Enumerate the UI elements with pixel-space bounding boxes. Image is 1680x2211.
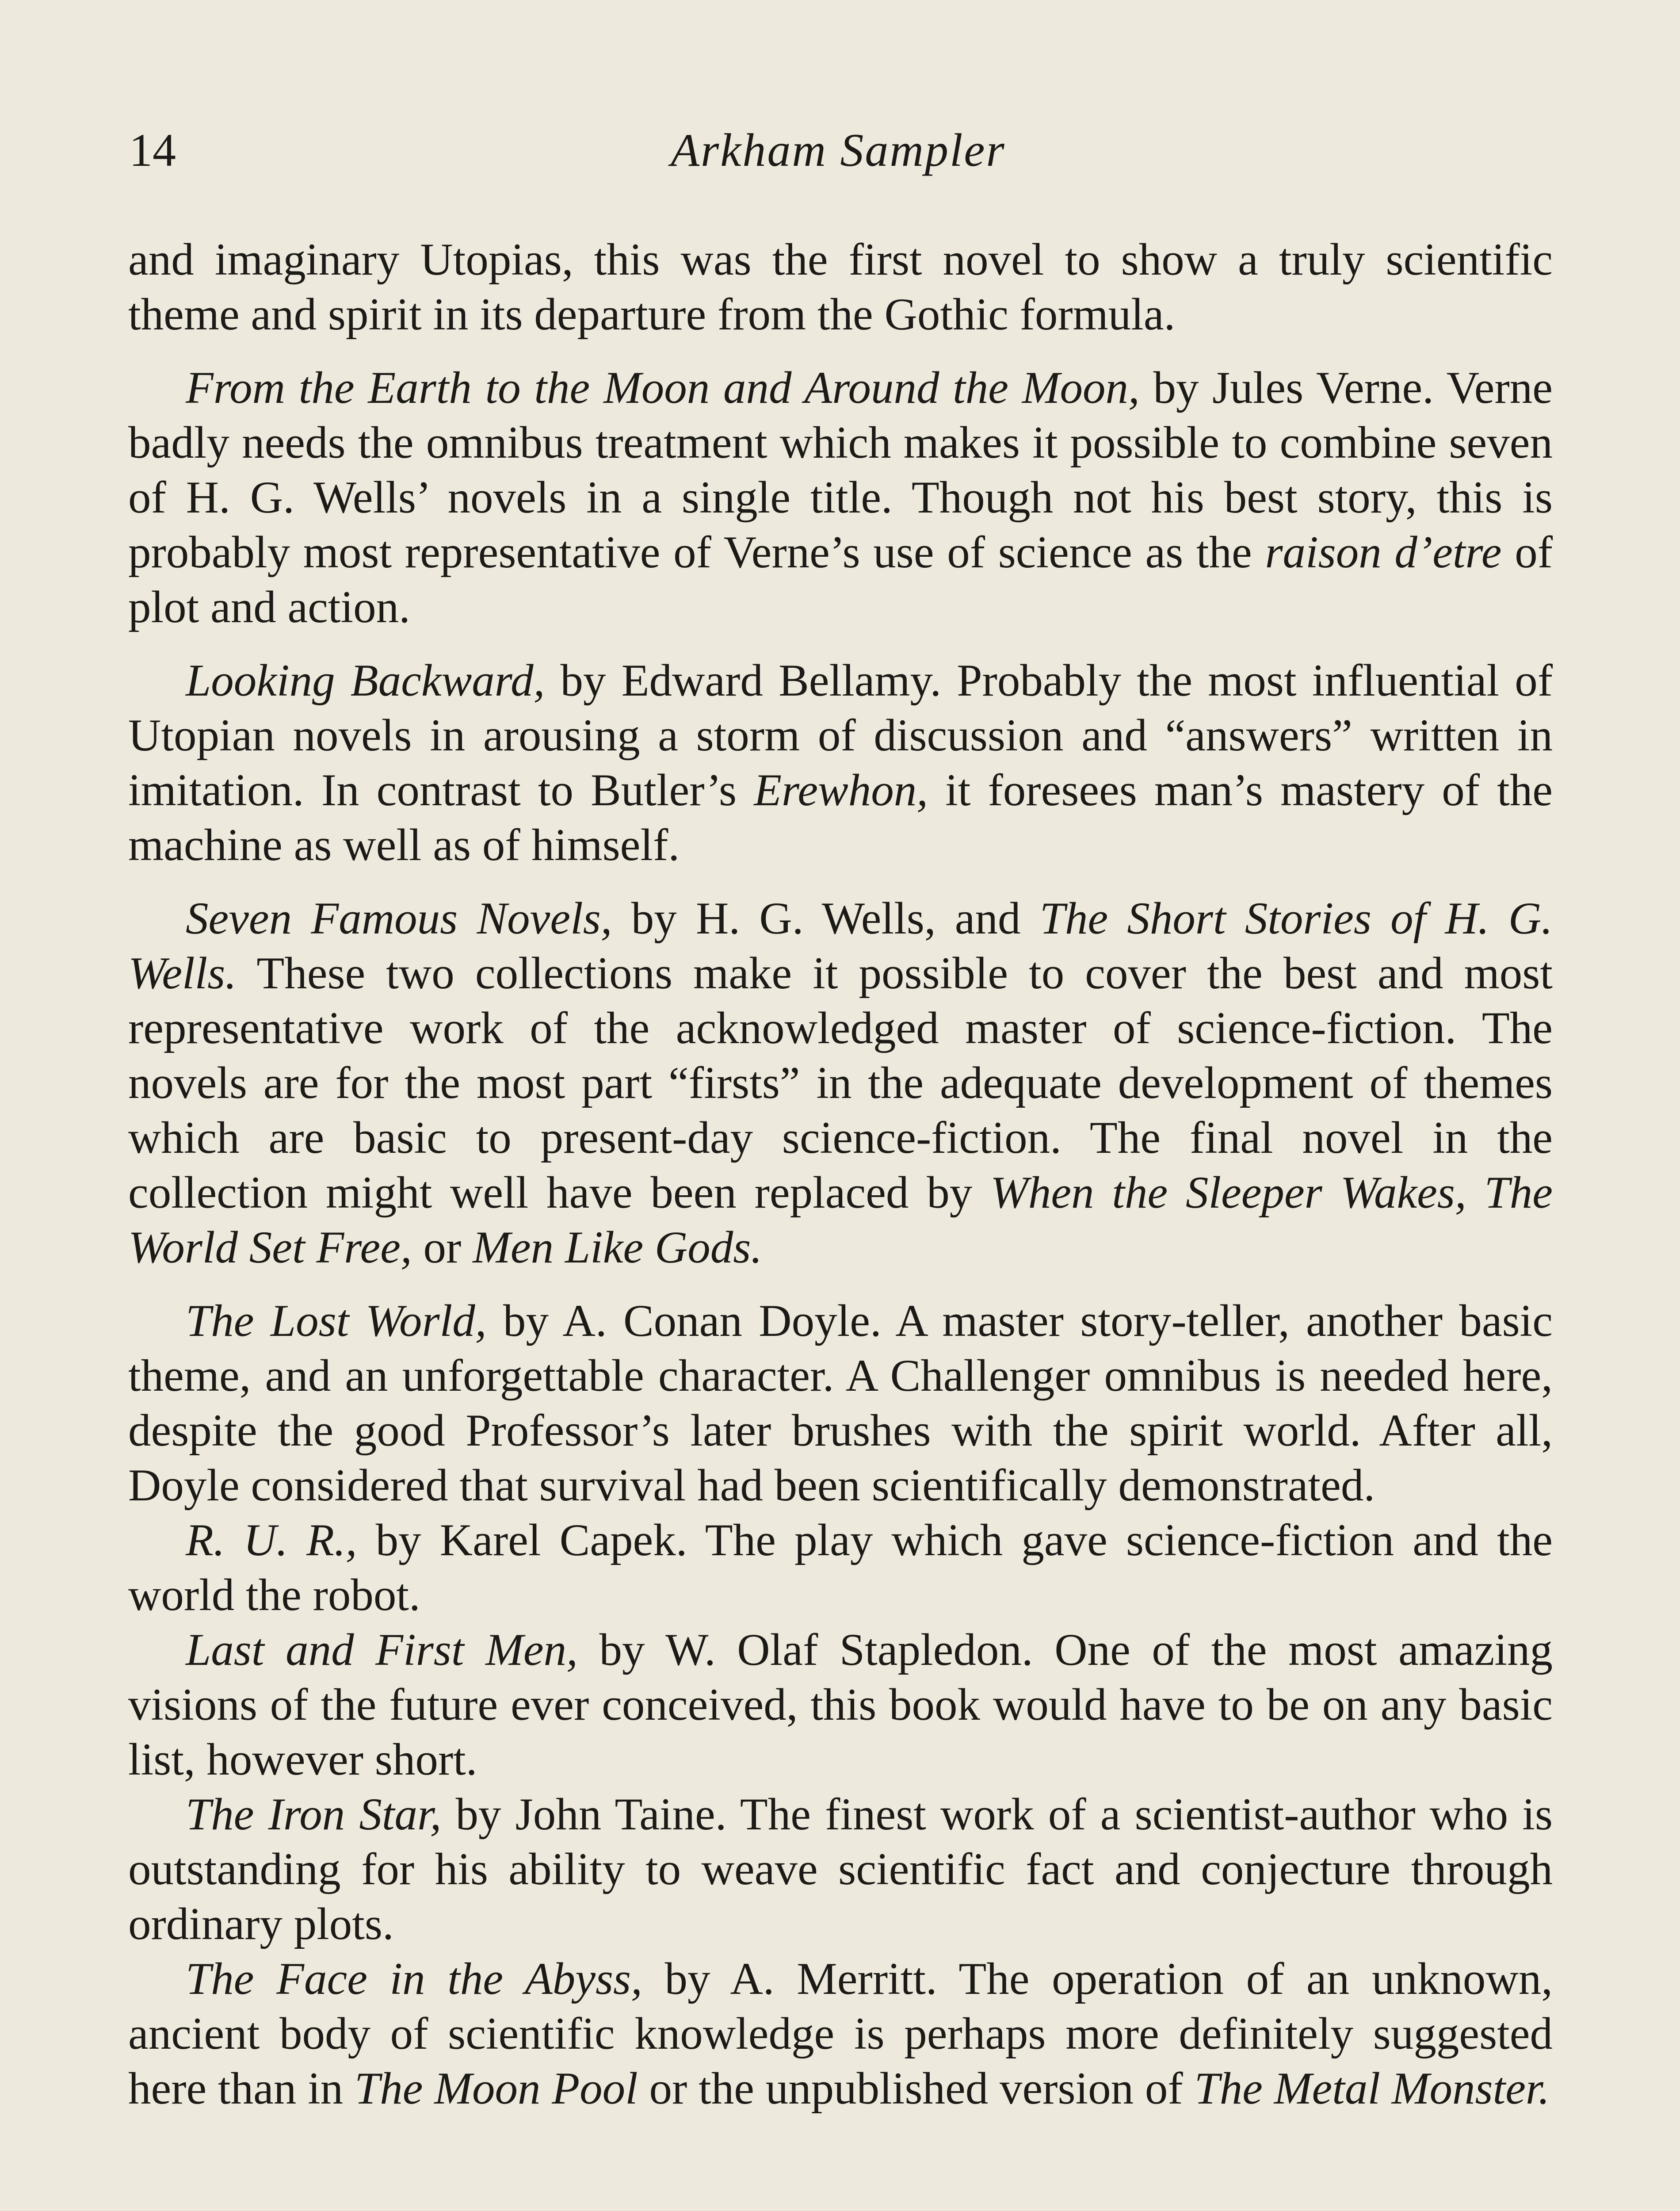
body-text-run: These two collections make it possible to cover the best and most representative work of the acknowledged master of science-fiction. The novels are for the most part “firsts” in the adequate development of themes which are basic to present-day science-fiction. The final novel in the collection might well have been replaced by [128,948,1553,1218]
paragraph-bellamy [128,653,1553,872]
body-text-run: of plot and action. [128,527,1553,632]
body-text-run: it foresees man’s mastery of the machine as well as of himself. [128,765,1553,870]
italic-title-text: From the Earth to the Moon and Around the Moon, [186,363,1140,413]
body-text [128,232,1553,2116]
italic-title-text: Last and First Men, [186,1625,578,1675]
body-text-run: or [412,1222,473,1273]
italic-title-text: The Iron Star, [186,1789,442,1840]
italic-title-text: Erewhon, [754,765,928,815]
running-head [129,119,1547,181]
body-text-run: by Jules Verne. Verne badly needs the omnibus treatment which makes it possible to combine seven of H. G. Wells’ novels in a single title. Though not his best story, this is probably most representative of Verne’s use of science as the [128,363,1553,578]
italic-title-text: Seven Famous Novels, [186,893,612,944]
italic-title-text: Men Like Gods. [473,1222,763,1273]
italic-title-text: The Metal Monster. [1194,2063,1550,2114]
body-text-run: by A. Conan Doyle. A master story-teller, another basic theme, and an unforgettable character. A Challenger omnibus is needed here, despite the good Professor’s later brushes with the spirit world. After all, Doyle considered that survival had been scientifically demonstrated. [128,1296,1553,1511]
paragraph-wells [128,891,1553,1275]
paragraph-capek [128,1513,1553,1622]
italic-title-text: The Short Stories of H. G. Wells. [128,893,1553,998]
italic-title-text: The Lost World, [186,1296,487,1346]
italic-title-text: When the Sleeper Wakes, The World Set Free, [128,1167,1553,1273]
running-title: Arkham Sampler [671,124,1006,176]
italic-title-text: The Face in the Abyss, [186,1954,642,2004]
paragraph-doyle [128,1293,1553,1513]
body-text-run: by Karel Capek. The play which gave science-fiction and the world the robot. [128,1515,1553,1620]
paragraph-stapledon [128,1622,1553,1787]
page-number: 14 [129,124,176,176]
paragraph-taine [128,1787,1553,1951]
body-text-run: by John Taine. The finest work of a scientist-author who is outstanding for his ability to weave scientific fact and conjecture through ordinary plots. [128,1789,1553,1949]
italic-title-text: Looking Backward, [186,655,545,706]
italic-title-text: R. U. R., [186,1515,357,1565]
body-text-run: or the unpublished version of [638,2063,1195,2114]
body-text-run: by H. G. Wells, and [612,893,1040,944]
paragraph-utopias [128,232,1553,342]
italic-title-text: The Moon Pool [354,2063,638,2114]
paragraph-merritt [128,1951,1553,2116]
body-text-run: by Edward Bellamy. Probably the most influential of Utopian novels in arousing a storm of discussion and “answers” written in imitation. In contrast to Butler’s [128,655,1553,815]
paragraph-verne [128,360,1553,635]
body-text-run: and imaginary Utopias, this was the first novel to show a truly scientific theme and spirit in its departure from the Gothic formula. [128,234,1553,340]
body-text-run: by A. Merritt. The operation of an unknown, ancient body of scientific knowledge is perhaps more definitely suggested here than in [128,1954,1553,2114]
italic-title-text: raison d’etre [1265,527,1502,578]
body-text-run: by W. Olaf Stapledon. One of the most amazing visions of the future ever conceived, this book would have to be on any basic list, however short. [128,1625,1553,1785]
